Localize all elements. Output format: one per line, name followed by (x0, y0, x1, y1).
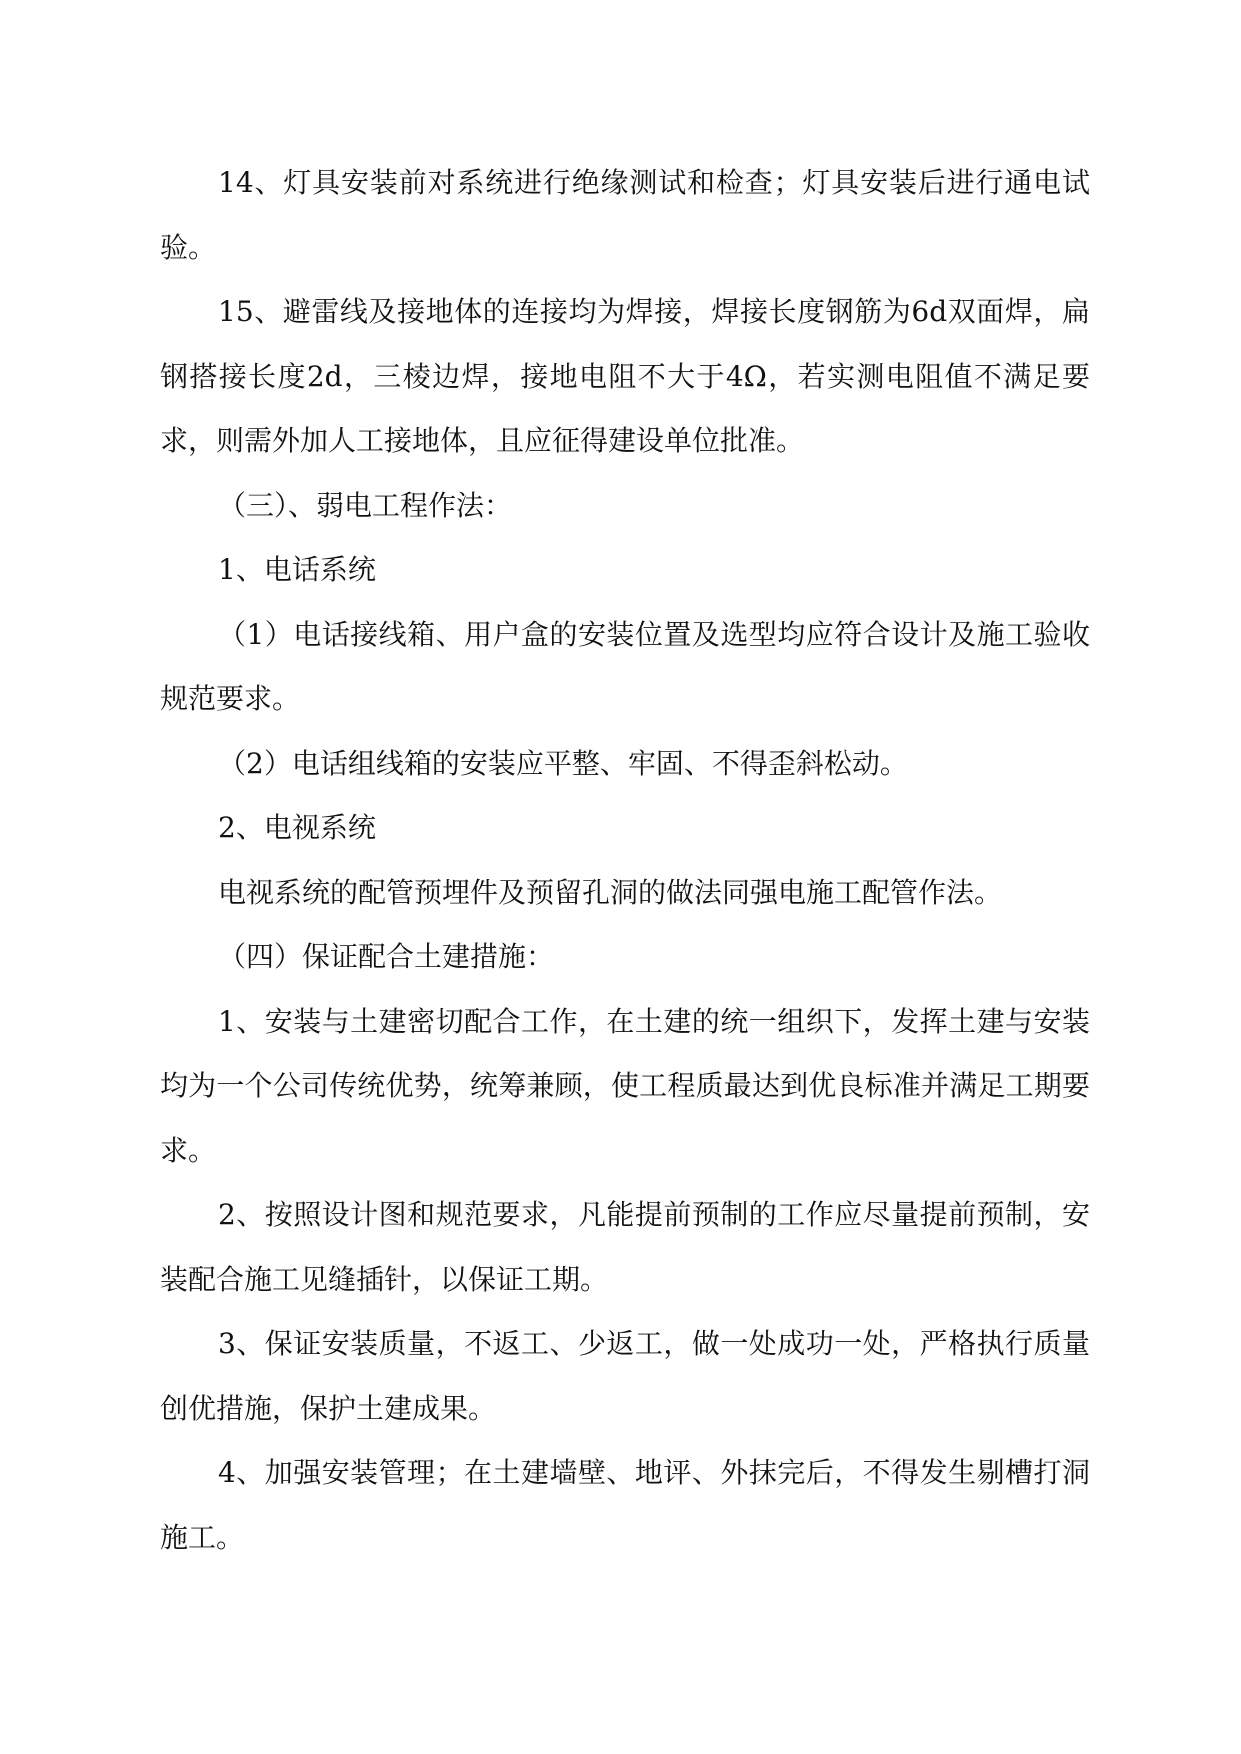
section-heading-civil-coordination: （四）保证配合土建措施： (218, 940, 555, 973)
document-body (160, 151, 1090, 1570)
paragraph-coordination-1: 1、安装与土建密切配合工作，在土建的统一组织下，发挥土建与安装均为一个公司传统优势，统筹兼顾，使工程质最达到优良标准并满足工期要求。 (160, 1004, 1090, 1167)
paragraph-coordination-2: 2、按照设计图和规范要求，凡能提前预制的工作应尽量提前预制，安装配合施工见缝插针，以保证工期。 (160, 1198, 1090, 1296)
section-heading-weak-current: （三）、弱电工程作法： (218, 488, 513, 522)
paragraph-coordination-3: 3、保证安装质量，不返工、少返工，做一处成功一处，严格执行质量创优措施，保护土建成果。 (160, 1327, 1090, 1425)
paragraph-tv-conduit: 电视系统的配管预埋件及预留孔洞的做法同强电施工配管作法。 (218, 875, 1003, 909)
paragraph-lighting-test: 14、灯具安装前对系统进行绝缘测试和检查；灯具安装后进行通电试验。 (160, 166, 1090, 264)
subheading-tv-system: 2、电视系统 (218, 811, 376, 844)
paragraph-lightning-grounding: 15、避雷线及接地体的连接均为焊接，焊接长度钢筋为6d双面焊，扁钢搭接长度2d，三棱边焊，接地电阻不大于4Ω，若实测电阻值不满足要求，则需外加人工接地体，且应征得建设单位批准。 (160, 295, 1090, 457)
paragraph-telephone-cabinet: （2）电话组线箱的安装应平整、牢固、不得歪斜松动。 (218, 746, 908, 780)
paragraph-telephone-box-install: （1）电话接线箱、用户盒的安装位置及选型均应符合设计及施工验收规范要求。 (160, 617, 1090, 715)
paragraph-coordination-4: 4、加强安装管理；在土建墙壁、地评、外抹完后，不得发生剔槽打洞施工。 (160, 1456, 1090, 1554)
subheading-telephone-system: 1、电话系统 (218, 553, 376, 586)
